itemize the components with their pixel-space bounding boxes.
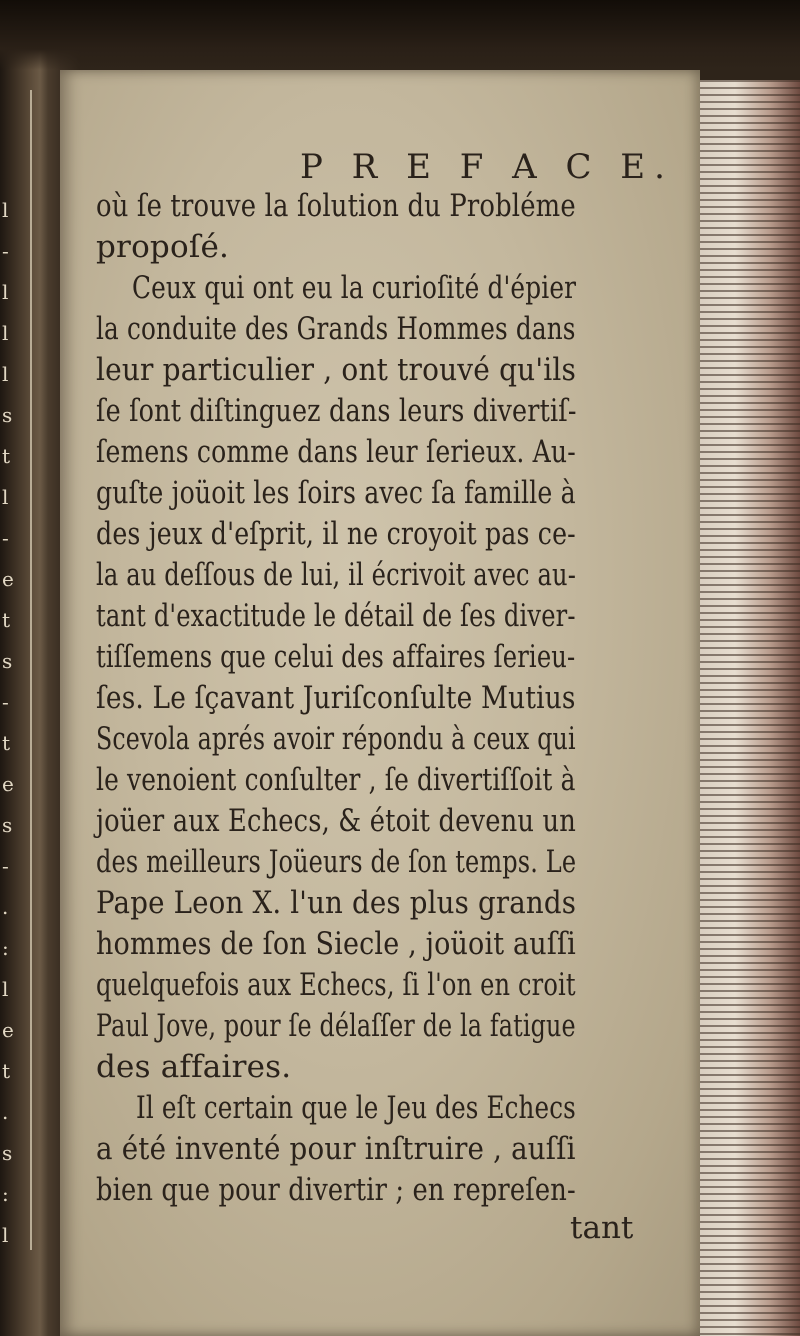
margin-fragment: - [2,526,9,550]
text-line: hommes de ſon Siecle , joüoit auſſi [96,926,576,962]
margin-fragment: l [2,485,9,509]
text-line: ſemens comme dans leur ſerieux. Au- [96,434,576,470]
text-line: tiſſemens que celui des affaires ſerieu- [96,639,576,675]
margin-fragment: e [2,1018,14,1042]
margin-fragment: l [2,362,9,386]
top-shadow [0,0,800,70]
margin-fragment: s [2,403,13,427]
text-line: la conduite des Grands Hommes dans [96,311,576,347]
text-line: Il eſt certain que le Jeu des Echecs [136,1090,576,1126]
running-head: P R E F A C E. [300,147,674,187]
text-line: quelquefois aux Echecs, ſi l'on en croit [96,967,576,1003]
page-edges [700,80,800,1336]
text-line: ſes. Le ſçavant Juriſconſulte Mutius [96,680,576,716]
text-line: bien que pour divertir ; en repreſen- [96,1172,576,1208]
margin-fragment: s [2,1141,13,1165]
margin-fragment: t [2,608,11,632]
margin-fragment: l [2,977,9,1001]
margin-fragment: s [2,649,13,673]
text-line: des jeux d'eſprit, il ne croyoit pas ce- [96,516,576,552]
margin-fragment: t [2,1059,11,1083]
text-line: a été inventé pour inſtruire , auſſi [96,1131,576,1167]
text-line: des affaires. [96,1049,292,1085]
text-line: guſte joüoit les ſoirs avec ſa famille à [96,475,576,511]
text-line: tant d'exactitude le détail de ſes diver- [96,598,576,634]
text-line: où ſe trouve la ſolution du Probléme [96,188,576,224]
margin-fragment: - [2,854,9,878]
margin-fragment: t [2,444,11,468]
text-line: Ceux qui ont eu la curioſité d'épier [132,270,577,306]
gutter-line [30,90,32,1250]
text-line: Scevola aprés avoir répondu à ceux qui [96,721,576,757]
text-line: la au deſſous de lui, il écrivoit avec au- [96,557,577,593]
margin-fragment: l [2,321,9,345]
margin-fragment: : [2,936,9,960]
text-line: le venoient conſulter , ſe divertiſſoit à [96,762,576,798]
margin-fragment: e [2,567,14,591]
margin-fragment: s [2,813,13,837]
text-line: leur particulier , ont trouvé qu'ils [96,352,576,388]
text-line: propoſé. [96,229,230,265]
text-line: joüer aux Echecs, & étoit devenu un [96,803,576,839]
catchword: tant [570,1210,634,1246]
margin-fragment: t [2,731,11,755]
margin-fragment: l [2,198,9,222]
text-line: Paul Jove, pour ſe délaſſer de la fatigue [96,1008,576,1044]
margin-fragment: l [2,1223,9,1247]
text-line: ſe ſont diſtinguez dans leurs divertiſ- [96,393,577,429]
margin-fragment: . [2,895,9,919]
text-line: Pape Leon X. l'un des plus grands [96,885,577,921]
text-line: des meilleurs Joüeurs de ſon temps. Le [96,844,577,880]
margin-fragment: - [2,690,9,714]
margin-fragment: : [2,1182,9,1206]
margin-fragment: - [2,239,9,263]
margin-fragment: e [2,772,14,796]
margin-fragment: . [2,1100,9,1124]
margin-fragment: l [2,280,9,304]
